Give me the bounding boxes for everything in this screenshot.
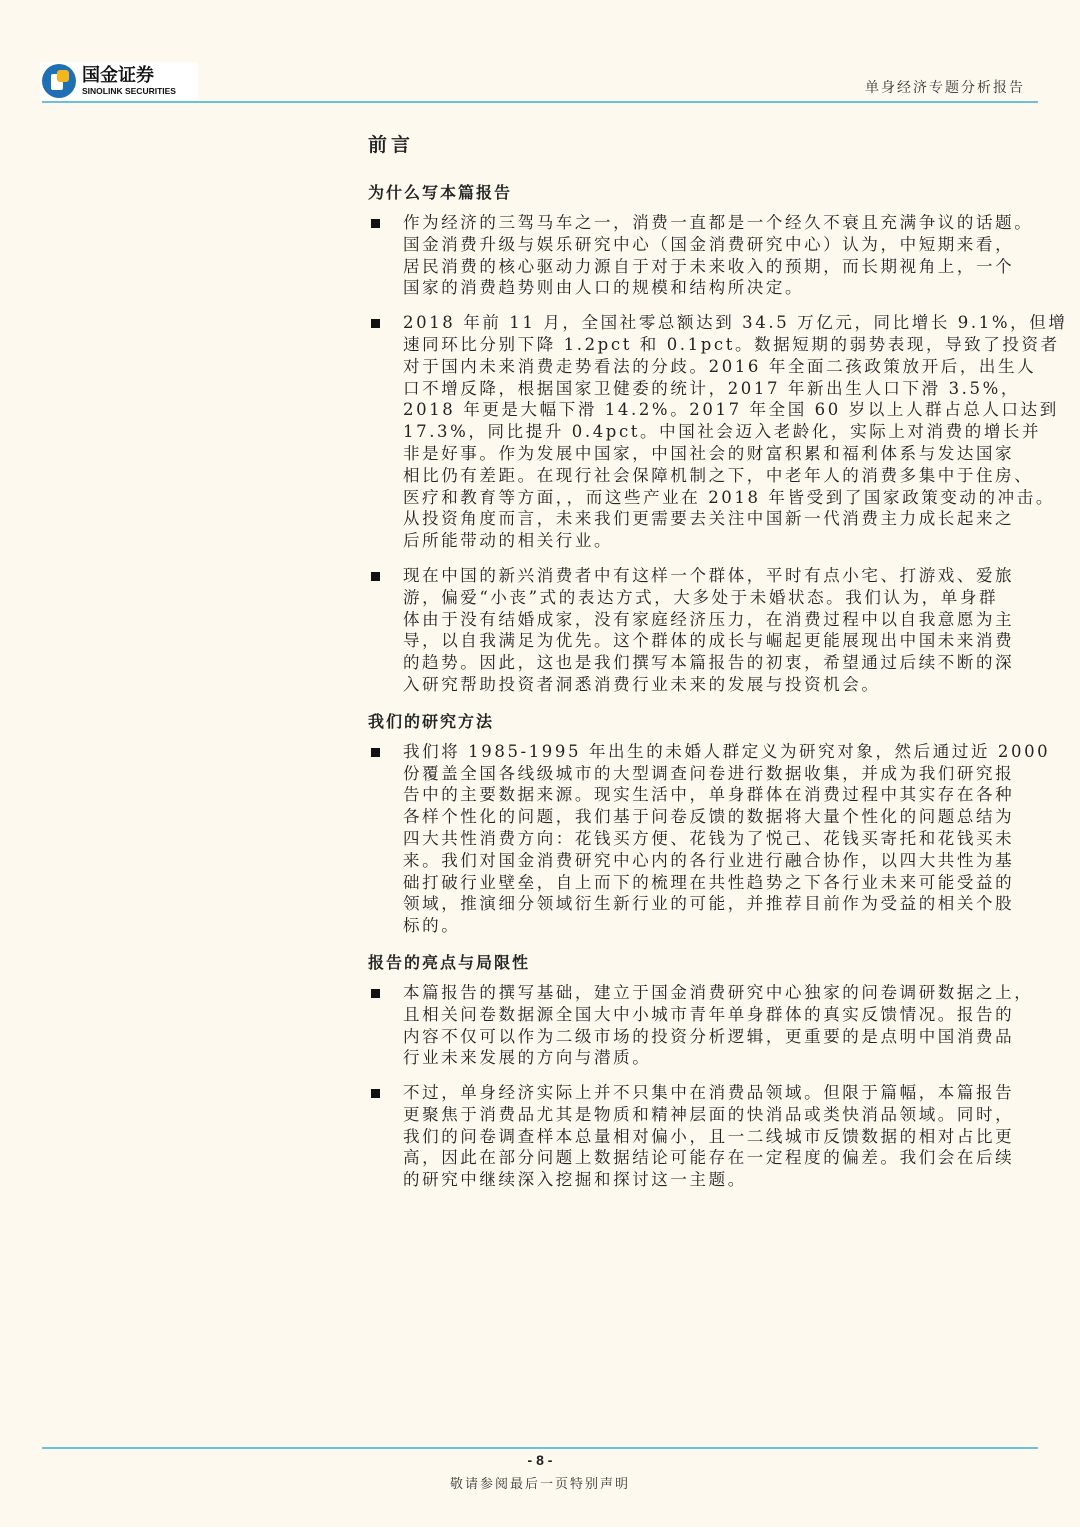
text-line: 口不增反降，根据国家卫健委的统计，2017 年新出生人口下滑 3.5%，	[403, 378, 1020, 398]
text-line: 导，以自我满足为优先。这个群体的成长与崛起更能展现出中国未来消费	[403, 631, 1015, 651]
text-line: 不过，单身经济实际上并不只集中在消费品领域。但限于篇幅，本篇报告	[403, 1083, 1015, 1103]
text-line: 的研究中继续深入挖掘和探讨这一主题。	[403, 1170, 747, 1190]
text-line: 高，因此在部分问题上数据结论可能存在一定程度的偏差。我们会在后续	[403, 1148, 1015, 1168]
document-body	[368, 130, 1068, 1204]
report-title: 单身经济专题分析报告	[865, 80, 1025, 96]
text-line: 告中的主要数据来源。现实生活中，单身群体在消费过程中其实存在各种	[403, 785, 1015, 805]
footer-divider	[42, 1447, 1038, 1449]
bullet-square-icon	[371, 989, 380, 998]
text-line: 础打破行业壁垒，自上而下的梳理在共性趋势之下各行业未来可能受益的	[403, 872, 1015, 892]
text-line: 游，偏爱“小丧”式的表达方式，大多处于未婚状态。我们认为，单身群	[403, 587, 999, 607]
text-line: 相比仍有差距。在现行社会保障机制之下，中老年人的消费多集中于住房、	[403, 465, 1034, 485]
logo-cn: 国金证券	[82, 65, 154, 86]
text-line: 行业未来发展的方向与潜质。	[403, 1048, 652, 1068]
bullet-square-icon	[371, 219, 380, 228]
page-number: - 8 -	[527, 1452, 553, 1468]
section-heading: 我们的研究方法	[368, 711, 495, 731]
bullet-square-icon	[371, 748, 380, 757]
text-line: 领域，推演细分领域衍生新行业的可能，并推荐目前作为受益的相关个股	[403, 894, 1015, 914]
logo-mark-icon	[42, 64, 76, 98]
text-line: 国家的消费趋势则由人口的规模和结构所决定。	[403, 278, 805, 298]
text-line: 2018 年更是大幅下滑 14.2%。2017 年全国 60 岁以上人群占总人口达到	[403, 400, 1059, 420]
text-line: 各样个性化的问题，我们基于问卷反馈的数据将大量个性化的问题总结为	[403, 807, 1015, 827]
text-line: 且相关问卷数据源全国大中小城市青年单身群体的真实反馈情况。报告的	[403, 1004, 1015, 1024]
text-line: 2018 年前 11 月，全国社零总额达到 34.5 万亿元，同比增长 9.1%，但增	[403, 313, 1068, 333]
bullet-paragraph	[368, 212, 1048, 299]
text-line: 作为经济的三驾马车之一，消费一直都是一个经久不衰且充满争议的话题。	[403, 213, 1034, 232]
text-line: 医疗和教育等方面，，而这些产业在 2018 年皆受到了国家政策变动的冲击。	[403, 487, 1055, 507]
text-line: 非是好事。作为发展中国家，中国社会的财富积累和福利体系与发达国家	[403, 443, 1015, 463]
text-line: 我们的问卷调查样本总量相对偏小，且一二线城市反馈数据的相对占比更	[403, 1126, 1015, 1146]
logo	[40, 62, 198, 100]
header-divider	[42, 101, 1038, 103]
text-line: 国金消费升级与娱乐研究中心（国金消费研究中心）认为，中短期来看，	[403, 234, 1015, 254]
text-line: 份覆盖全国各线级城市的大型调查问卷进行数据收集，并成为我们研究报	[403, 763, 1015, 783]
text-line: 现在中国的新兴消费者中有这样一个群体，平时有点小宅、打游戏、爱旅	[403, 565, 1015, 585]
text-line: 后所能带动的相关行业。	[403, 531, 614, 551]
page-title: 前言	[368, 134, 415, 156]
disclaimer-note: 敬请参阅最后一页特别声明	[449, 1477, 630, 1492]
text-line: 对于国内未来消费走势看法的分歧。2016 年全面二孩政策放开后，出生人	[403, 356, 1037, 376]
section-heading: 为什么写本篇报告	[368, 183, 513, 202]
text-line: 居民消费的核心驱动力源自于对于未来收入的预期，而长期视角上，一个	[403, 256, 1015, 276]
text-line: 本篇报告的撰写基础，建立于国金消费研究中心独家的问卷调研数据之上，	[403, 982, 1034, 1002]
text-line: 的趋势。因此，这也是我们撰写本篇报告的初衷，希望通过后续不断的深	[403, 653, 1015, 673]
bullet-square-icon	[371, 1089, 380, 1098]
bullet-paragraph	[368, 565, 1048, 696]
section-heading: 报告的亮点与局限性	[368, 952, 531, 972]
text-line: 入研究帮助投资者洞悉消费行业未来的发展与投资机会。	[403, 674, 881, 694]
text-line: 我们将 1985-1995 年出生的未婚人群定义为研究对象，然后通过近 2000	[403, 741, 1051, 761]
text-line: 17.3%，同比提升 0.4pct。中国社会迈入老龄化，实际上对消费的增长并	[403, 422, 1042, 442]
bullet-paragraph	[368, 1082, 1048, 1191]
text-line: 速同环比分别下降 1.2pct 和 0.1pct。数据短期的弱势表现，导致了投资者	[403, 334, 1060, 354]
text-line: 来。我们对国金消费研究中心内的各行业进行融合协作，以四大共性为基	[403, 850, 1015, 870]
bullet-square-icon	[371, 572, 380, 581]
text-line: 体由于没有结婚成家，没有家庭经济压力，在消费过程中以自我意愿为主	[403, 609, 1015, 629]
text-line: 更聚焦于消费品尤其是物质和精神层面的快消品或类快消品领域。同时，	[403, 1104, 1015, 1124]
bullet-paragraph	[368, 312, 1068, 552]
text-line: 内容不仅可以作为二级市场的投资分析逻辑，更重要的是点明中国消费品	[403, 1026, 1015, 1046]
bullet-paragraph	[368, 741, 1051, 937]
bullet-square-icon	[371, 319, 380, 328]
text-line: 标的。	[403, 916, 461, 936]
bullet-paragraph	[368, 982, 1048, 1069]
text-line: 四大共性消费方向：花钱买方便、花钱为了悦己、花钱买寄托和花钱买未	[403, 828, 1015, 848]
text-line: 从投资角度而言，未来我们更需要去关注中国新一代消费主力成长起来之	[403, 509, 1015, 529]
logo-en: SINOLINK SECURITIES	[82, 86, 176, 96]
